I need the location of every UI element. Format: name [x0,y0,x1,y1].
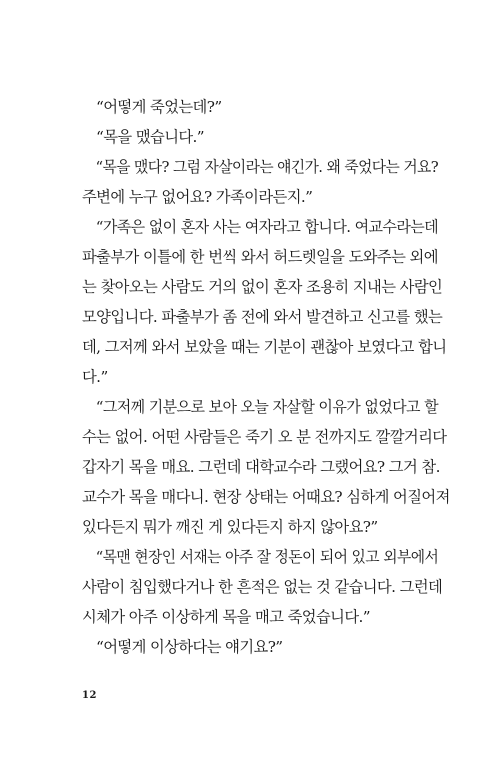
paragraph-3 [82,152,452,212]
text-line: 주변에 누구 없어요? 가족이라든지.” [82,188,313,206]
text-line: 데, 그저께 와서 보았을 때는 기분이 괜찮아 보였다고 합니 [82,338,447,356]
text-line: 갑자기 목을 매요. 그런데 대학교수라 그랬어요? 그거 참. [82,458,440,476]
text-line: 파출부가 이틀에 한 번씩 와서 허드렛일을 도와주는 외에 [82,248,438,266]
text-line: “목을 맸습니다.” [96,128,205,146]
text-line: 는 찾아오는 사람도 거의 없이 혼자 조용히 지내는 사람인 [82,278,443,296]
text-line: 수는 없어. 어떤 사람들은 죽기 오 분 전까지도 깔깔거리다 [82,428,447,446]
text-line: “목을 맸다? 그럼 자살이라는 얘긴가. 왜 죽었다는 거요? [95,158,439,176]
paragraph-5 [82,392,452,542]
text-line: 있다든지 뭐가 깨진 게 있다든지 하지 않아요?” [82,518,378,536]
paragraph-4 [82,212,452,392]
paragraph-6 [82,542,452,632]
body-text [82,92,452,662]
text-line: 사람이 침입했다거나 한 흔적은 없는 것 같습니다. 그런데 [82,578,443,596]
text-line: 다.” [82,368,108,386]
text-line: 교수가 목을 매다니. 현장 상태는 어때요? 심하게 어질어져 [82,488,450,506]
text-line: “목맨 현장인 서재는 아주 잘 정돈이 되어 있고 외부에서 [95,548,439,566]
text-line: “어떻게 이상하다는 얘기요?” [96,638,283,656]
text-line: 시체가 아주 이상하게 목을 매고 죽었습니다.” [82,608,370,626]
paragraph-1 [82,92,452,122]
text-line: “가족은 없이 혼자 사는 여자라고 합니다. 여교수라는데 [95,218,439,236]
text-line: “어떻게 죽었는데?” [96,98,222,116]
text-line: “그저께 기분으로 보아 오늘 자살할 이유가 없었다고 할 [95,398,439,416]
text-line: 모양입니다. 파출부가 좀 전에 와서 발견하고 신고를 했는 [82,308,443,326]
paragraph-2 [82,122,452,152]
paragraph-7 [82,632,452,662]
page-number: 12 [82,690,97,701]
